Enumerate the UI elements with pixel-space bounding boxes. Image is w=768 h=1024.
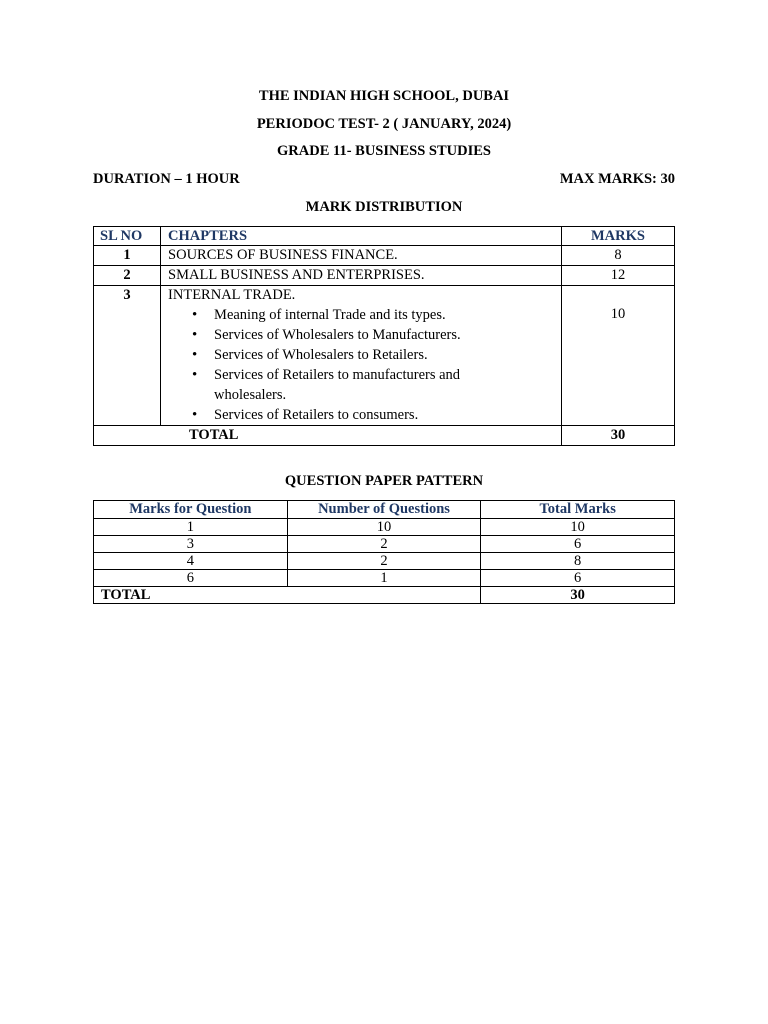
max-marks-text: MAX MARKS: 30 bbox=[559, 171, 675, 187]
list-item: • Meaning of internal Trade and its types. bbox=[214, 305, 561, 325]
table-row bbox=[94, 519, 675, 536]
question-pattern-table bbox=[93, 500, 675, 604]
sl-cell: 3 bbox=[94, 286, 161, 426]
column-header: Marks for Question bbox=[94, 501, 288, 519]
table-cell: 6 bbox=[94, 570, 288, 587]
marks-cell: 8 bbox=[561, 246, 674, 266]
column-header: CHAPTERS bbox=[161, 227, 562, 246]
table-row bbox=[94, 266, 675, 286]
duration-text: DURATION – 1 HOUR bbox=[93, 171, 240, 187]
chapter-title: INTERNAL TRADE. bbox=[168, 287, 296, 303]
topic-list bbox=[168, 305, 561, 425]
table-cell: 3 bbox=[94, 536, 288, 553]
total-row bbox=[94, 426, 675, 446]
column-header: Number of Questions bbox=[287, 501, 481, 519]
table-cell: 6 bbox=[481, 570, 675, 587]
total-marks: 30 bbox=[561, 426, 674, 446]
table-cell: 4 bbox=[94, 553, 288, 570]
sl-cell: 2 bbox=[94, 266, 161, 286]
table-header-row bbox=[94, 227, 675, 246]
table-header-row bbox=[94, 501, 675, 519]
marks-cell bbox=[561, 286, 674, 426]
table-cell: 8 bbox=[481, 553, 675, 570]
table-cell: 10 bbox=[481, 519, 675, 536]
marks-cell: 12 bbox=[561, 266, 674, 286]
total-label: TOTAL bbox=[94, 587, 481, 604]
question-pattern-title: QUESTION PAPER PATTERN bbox=[284, 473, 484, 489]
marks-value: 10 bbox=[610, 306, 626, 322]
chapter-cell bbox=[161, 286, 562, 426]
total-label: TOTAL bbox=[94, 426, 562, 446]
table-cell: 2 bbox=[287, 536, 481, 553]
table-cell: 1 bbox=[94, 519, 288, 536]
school-name: THE INDIAN HIGH SCHOOL, DUBAI bbox=[258, 88, 510, 104]
table-row bbox=[94, 553, 675, 570]
list-item: • Services of Wholesalers to Manufacturers. bbox=[214, 325, 561, 345]
table-cell: 10 bbox=[287, 519, 481, 536]
total-row bbox=[94, 587, 675, 604]
chapter-cell: SMALL BUSINESS AND ENTERPRISES. bbox=[161, 266, 562, 286]
grade-subject: GRADE 11- BUSINESS STUDIES bbox=[277, 143, 491, 159]
test-title: PERIODOC TEST- 2 ( JANUARY, 2024) bbox=[256, 116, 512, 132]
list-item: • Services of Retailers to consumers. bbox=[214, 405, 561, 425]
column-header: MARKS bbox=[561, 227, 674, 246]
table-cell: 2 bbox=[287, 553, 481, 570]
table-row bbox=[94, 536, 675, 553]
sl-cell: 1 bbox=[94, 246, 161, 266]
table-cell: 1 bbox=[287, 570, 481, 587]
total-marks: 30 bbox=[481, 587, 675, 604]
list-item: • Services of Wholesalers to Retailers. bbox=[214, 345, 561, 365]
chapter-cell: SOURCES OF BUSINESS FINANCE. bbox=[161, 246, 562, 266]
table-cell: 6 bbox=[481, 536, 675, 553]
mark-distribution-title: MARK DISTRIBUTION bbox=[305, 199, 463, 215]
list-item: • Services of Retailers to manufacturers and wholesalers. bbox=[214, 365, 561, 405]
column-header: Total Marks bbox=[481, 501, 675, 519]
mark-distribution-table bbox=[93, 226, 675, 446]
table-row bbox=[94, 570, 675, 587]
table-row bbox=[94, 286, 675, 426]
column-header: SL NO bbox=[94, 227, 161, 246]
table-row bbox=[94, 246, 675, 266]
